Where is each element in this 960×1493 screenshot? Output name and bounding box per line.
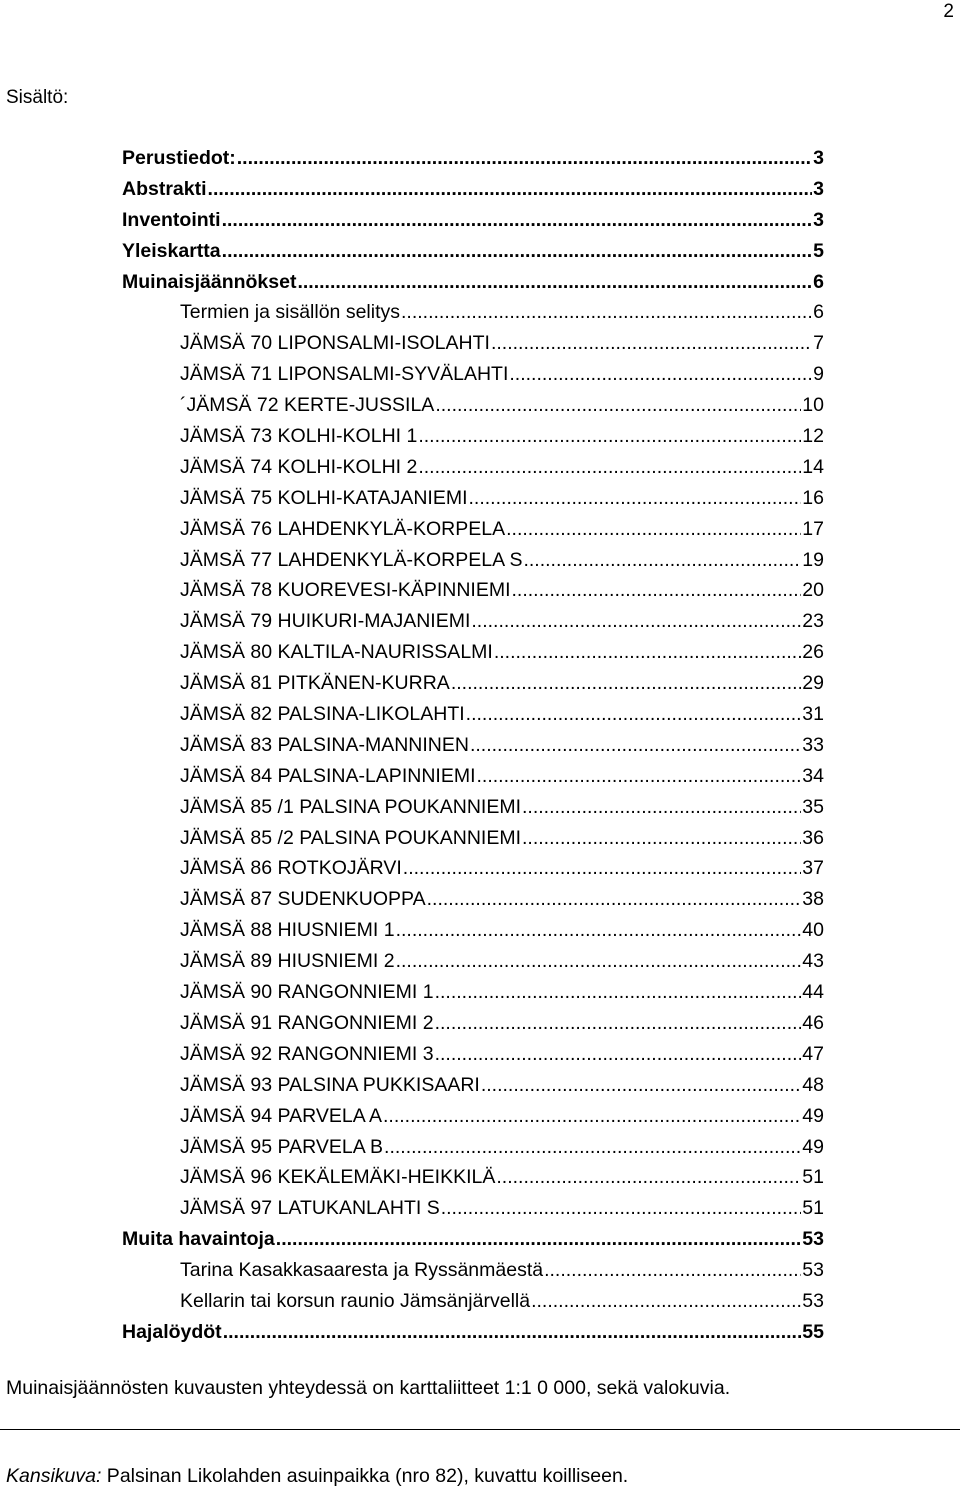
toc-dot-leader	[435, 390, 801, 421]
toc-entry[interactable]	[122, 1224, 824, 1255]
toc-entry[interactable]	[122, 946, 824, 977]
toc-entry-title: JÄMSÄ 88 HIUSNIEMI 1	[180, 919, 395, 942]
toc-entry[interactable]	[122, 1162, 824, 1193]
toc-entry-title: JÄMSÄ 70 LIPONSALMI-ISOLAHTI	[180, 332, 490, 355]
toc-entry[interactable]	[122, 637, 824, 668]
toc-dot-leader	[466, 699, 802, 730]
toc-dot-leader	[435, 977, 802, 1008]
toc-entry-page: 7	[813, 332, 824, 355]
toc-entry[interactable]	[122, 205, 824, 236]
toc-dot-leader	[544, 1255, 801, 1286]
toc-entry-title: Abstrakti	[122, 177, 207, 200]
toc-entry-page: 6	[813, 270, 824, 293]
toc-dot-leader	[418, 452, 801, 483]
toc-entry-page: 9	[813, 363, 824, 386]
cover-caption	[6, 1463, 628, 1489]
toc-dot-leader	[208, 174, 813, 205]
toc-entry-title: JÄMSÄ 77 LAHDENKYLÄ-KORPELA S	[180, 548, 523, 571]
toc-entry-title: JÄMSÄ 83 PALSINA-MANNINEN	[180, 733, 469, 756]
toc-dot-leader	[506, 514, 801, 545]
toc-entry[interactable]	[122, 1039, 824, 1070]
toc-entry-page: 36	[802, 826, 824, 849]
toc-entry[interactable]	[122, 452, 824, 483]
toc-entry[interactable]	[122, 761, 824, 792]
toc-entry[interactable]	[122, 606, 824, 637]
toc-entry-page: 51	[802, 1166, 824, 1189]
toc-entry-title: JÄMSÄ 73 KOLHI-KOLHI 1	[180, 425, 418, 448]
toc-entry-page: 19	[802, 548, 824, 571]
toc-entry-page: 16	[802, 486, 824, 509]
toc-entry[interactable]	[122, 792, 824, 823]
toc-entry-title: ´JÄMSÄ 72 KERTE-JUSSILA	[180, 394, 435, 417]
toc-entry-title: JÄMSÄ 93 PALSINA PUKKISAARI	[180, 1073, 480, 1096]
toc-entry-title: JÄMSÄ 82 PALSINA-LIKOLAHTI	[180, 703, 465, 726]
toc-entry-page: 29	[802, 672, 824, 695]
toc-entry[interactable]	[122, 668, 824, 699]
cover-caption-text: Palsinan Likolahden asuinpaikka (nro 82), kuvattu koilliseen.	[101, 1465, 629, 1487]
toc-entry-page: 47	[802, 1042, 824, 1065]
toc-entry-title: Inventointi	[122, 208, 221, 231]
toc-entry-page: 26	[802, 641, 824, 664]
toc-dot-leader	[494, 637, 801, 668]
toc-dot-leader	[435, 1008, 802, 1039]
toc-entry[interactable]	[122, 359, 824, 390]
toc-entry-page: 44	[802, 981, 824, 1004]
toc-entry-page: 17	[802, 517, 824, 540]
toc-entry-title: JÄMSÄ 94 PARVELA A	[180, 1104, 382, 1127]
toc-entry-page: 20	[802, 579, 824, 602]
toc-entry[interactable]	[122, 545, 824, 576]
toc-entry-page: 23	[802, 610, 824, 633]
toc-entry-title: JÄMSÄ 79 HUIKURI-MAJANIEMI	[180, 610, 471, 633]
toc-entry-page: 53	[802, 1228, 824, 1251]
toc-entry-page: 12	[802, 425, 824, 448]
toc-entry-title: Hajalöydöt	[122, 1320, 222, 1343]
toc-dot-leader	[451, 668, 801, 699]
toc-entry-title: JÄMSÄ 92 RANGONNIEMI 3	[180, 1042, 434, 1065]
toc-entry-page: 3	[813, 177, 824, 200]
toc-dot-leader	[396, 915, 802, 946]
toc-entry-title: JÄMSÄ 78 KUOREVESI-KÄPINNIEMI	[180, 579, 511, 602]
toc-entry-title: JÄMSÄ 85 /2 PALSINA POUKANNIEMI	[180, 826, 522, 849]
toc-entry[interactable]	[122, 1008, 824, 1039]
toc-dot-leader	[401, 297, 812, 328]
toc-entry-page: 3	[813, 147, 824, 169]
toc-entry-title: JÄMSÄ 71 LIPONSALMI-SYVÄLAHTI	[180, 363, 509, 386]
toc-entry-page: 46	[802, 1011, 824, 1034]
toc-entry-title: JÄMSÄ 84 PALSINA-LAPINNIEMI	[180, 764, 476, 787]
toc-dot-leader	[396, 946, 802, 977]
cover-caption-label: Kansikuva:	[6, 1465, 102, 1487]
toc-entry[interactable]	[122, 853, 824, 884]
toc-entry[interactable]	[122, 267, 824, 298]
toc-dot-leader	[481, 1070, 801, 1101]
toc-dot-leader	[491, 328, 812, 359]
toc-entry-title: JÄMSÄ 97 LATUKANLAHTI S	[180, 1197, 440, 1220]
toc-entry-title: JÄMSÄ 86 ROTKOJÄRVI	[180, 857, 402, 880]
toc-entry-page: 53	[802, 1289, 824, 1312]
toc-entry[interactable]	[122, 1255, 824, 1286]
toc-entry-page: 51	[802, 1197, 824, 1220]
toc-dot-leader	[470, 730, 801, 761]
toc-heading: Sisältö:	[6, 87, 69, 108]
toc-entry-page: 34	[802, 764, 824, 787]
toc-entry-page: 53	[802, 1259, 824, 1282]
toc-dot-leader	[403, 853, 802, 884]
toc-dot-leader	[435, 1039, 802, 1070]
toc-entry-title: JÄMSÄ 85 /1 PALSINA POUKANNIEMI	[180, 795, 522, 818]
toc-entry[interactable]	[122, 174, 824, 205]
toc-entry-page: 33	[802, 733, 824, 756]
toc-dot-leader	[297, 267, 812, 298]
toc-entry[interactable]	[122, 1193, 824, 1224]
toc-entry-title: Muita havaintoja	[122, 1228, 275, 1251]
toc-dot-leader	[471, 606, 801, 637]
toc-dot-leader	[496, 1162, 801, 1193]
toc-dot-leader	[384, 1132, 801, 1163]
toc-entry-page: 6	[813, 301, 824, 324]
toc-entry-title: Termien ja sisällön selitys	[180, 301, 400, 324]
toc-entry-page: 14	[802, 455, 824, 478]
footnote-divider	[0, 1429, 960, 1430]
toc-entry[interactable]	[122, 390, 824, 421]
toc-entry-page: 10	[802, 394, 824, 417]
toc-dot-leader	[522, 792, 801, 823]
toc-dot-leader	[509, 359, 812, 390]
toc-entry[interactable]	[122, 236, 824, 267]
toc-entry-title: JÄMSÄ 80 KALTILA-NAURISSALMI	[180, 641, 493, 664]
toc-entry[interactable]	[122, 915, 824, 946]
toc-entry[interactable]	[122, 483, 824, 514]
toc-entry-title: JÄMSÄ 90 RANGONNIEMI 1	[180, 981, 434, 1004]
toc-dot-leader	[522, 823, 801, 854]
toc-entry[interactable]	[122, 421, 824, 452]
toc-entry-page: 35	[802, 795, 824, 818]
toc-entry[interactable]	[122, 699, 824, 730]
toc-entry-page: 31	[802, 703, 824, 726]
table-of-contents	[122, 143, 824, 1348]
toc-entry[interactable]	[122, 1286, 824, 1317]
toc-entry[interactable]	[122, 143, 824, 174]
toc-dot-leader	[512, 575, 802, 606]
toc-dot-leader	[469, 483, 802, 514]
toc-dot-leader	[222, 205, 813, 236]
toc-dot-leader	[427, 884, 802, 915]
toc-entry[interactable]	[122, 575, 824, 606]
toc-entry[interactable]	[122, 884, 824, 915]
toc-entry-title: JÄMSÄ 89 HIUSNIEMI 2	[180, 950, 395, 973]
toc-entry-page: 49	[802, 1104, 824, 1127]
toc-entry-page: 40	[802, 919, 824, 942]
toc-entry-title: Perustiedot:	[122, 147, 236, 169]
toc-entry[interactable]	[122, 1101, 824, 1132]
toc-entry-page: 48	[802, 1073, 824, 1096]
toc-entry-title: Kellarin tai korsun raunio Jämsänjärvellä	[180, 1289, 531, 1312]
toc-entry-title: JÄMSÄ 75 KOLHI-KATAJANIEMI	[180, 486, 468, 509]
toc-entry-title: JÄMSÄ 91 RANGONNIEMI 2	[180, 1011, 434, 1034]
toc-dot-leader	[531, 1286, 801, 1317]
toc-entry-title: JÄMSÄ 74 KOLHI-KOLHI 2	[180, 455, 418, 478]
toc-entry[interactable]	[122, 1317, 824, 1348]
toc-entry-page: 43	[802, 950, 824, 973]
toc-entry[interactable]	[122, 297, 824, 328]
toc-entry[interactable]	[122, 514, 824, 545]
toc-entry-page: 55	[802, 1320, 824, 1343]
toc-entry-page: 49	[802, 1135, 824, 1158]
toc-entry-title: JÄMSÄ 95 PARVELA B	[180, 1135, 384, 1158]
toc-dot-leader	[418, 421, 801, 452]
toc-entry-page: 38	[802, 888, 824, 911]
toc-dot-leader	[441, 1193, 802, 1224]
toc-entry-title: JÄMSÄ 87 SUDENKUOPPA	[180, 888, 426, 911]
toc-entry-title: JÄMSÄ 81 PITKÄNEN-KURRA	[180, 672, 450, 695]
toc-entry[interactable]	[122, 1132, 824, 1163]
toc-dot-leader	[237, 143, 812, 174]
toc-entry-title: Muinaisjäännökset	[122, 270, 297, 293]
toc-entry-page: 5	[813, 239, 824, 262]
toc-dot-leader	[222, 236, 812, 267]
toc-entry-title: Yleiskartta	[122, 239, 221, 262]
page-number: 2	[943, 1, 954, 22]
toc-dot-leader	[523, 545, 801, 576]
toc-entry[interactable]	[122, 730, 824, 761]
toc-dot-leader	[223, 1317, 802, 1348]
toc-entry-title: Tarina Kasakkasaaresta ja Ryssänmäestä	[180, 1259, 544, 1282]
toc-entry-title: JÄMSÄ 76 LAHDENKYLÄ-KORPELA	[180, 517, 506, 540]
toc-entry-page: 3	[813, 208, 824, 231]
toc-entry[interactable]	[122, 1070, 824, 1101]
toc-dot-leader	[276, 1224, 802, 1255]
toc-entry-page: 37	[802, 857, 824, 880]
toc-entry[interactable]	[122, 977, 824, 1008]
toc-entry-title: JÄMSÄ 96 KEKÄLEMÄKI-HEIKKILÄ	[180, 1166, 496, 1189]
toc-dot-leader	[383, 1101, 801, 1132]
map-attachments-note: Muinaisjäännösten kuvausten yhteydessä on karttaliitteet 1:1 0 000, sekä valokuvia.	[6, 1377, 731, 1399]
toc-entry[interactable]	[122, 823, 824, 854]
toc-dot-leader	[476, 761, 801, 792]
toc-entry[interactable]	[122, 328, 824, 359]
